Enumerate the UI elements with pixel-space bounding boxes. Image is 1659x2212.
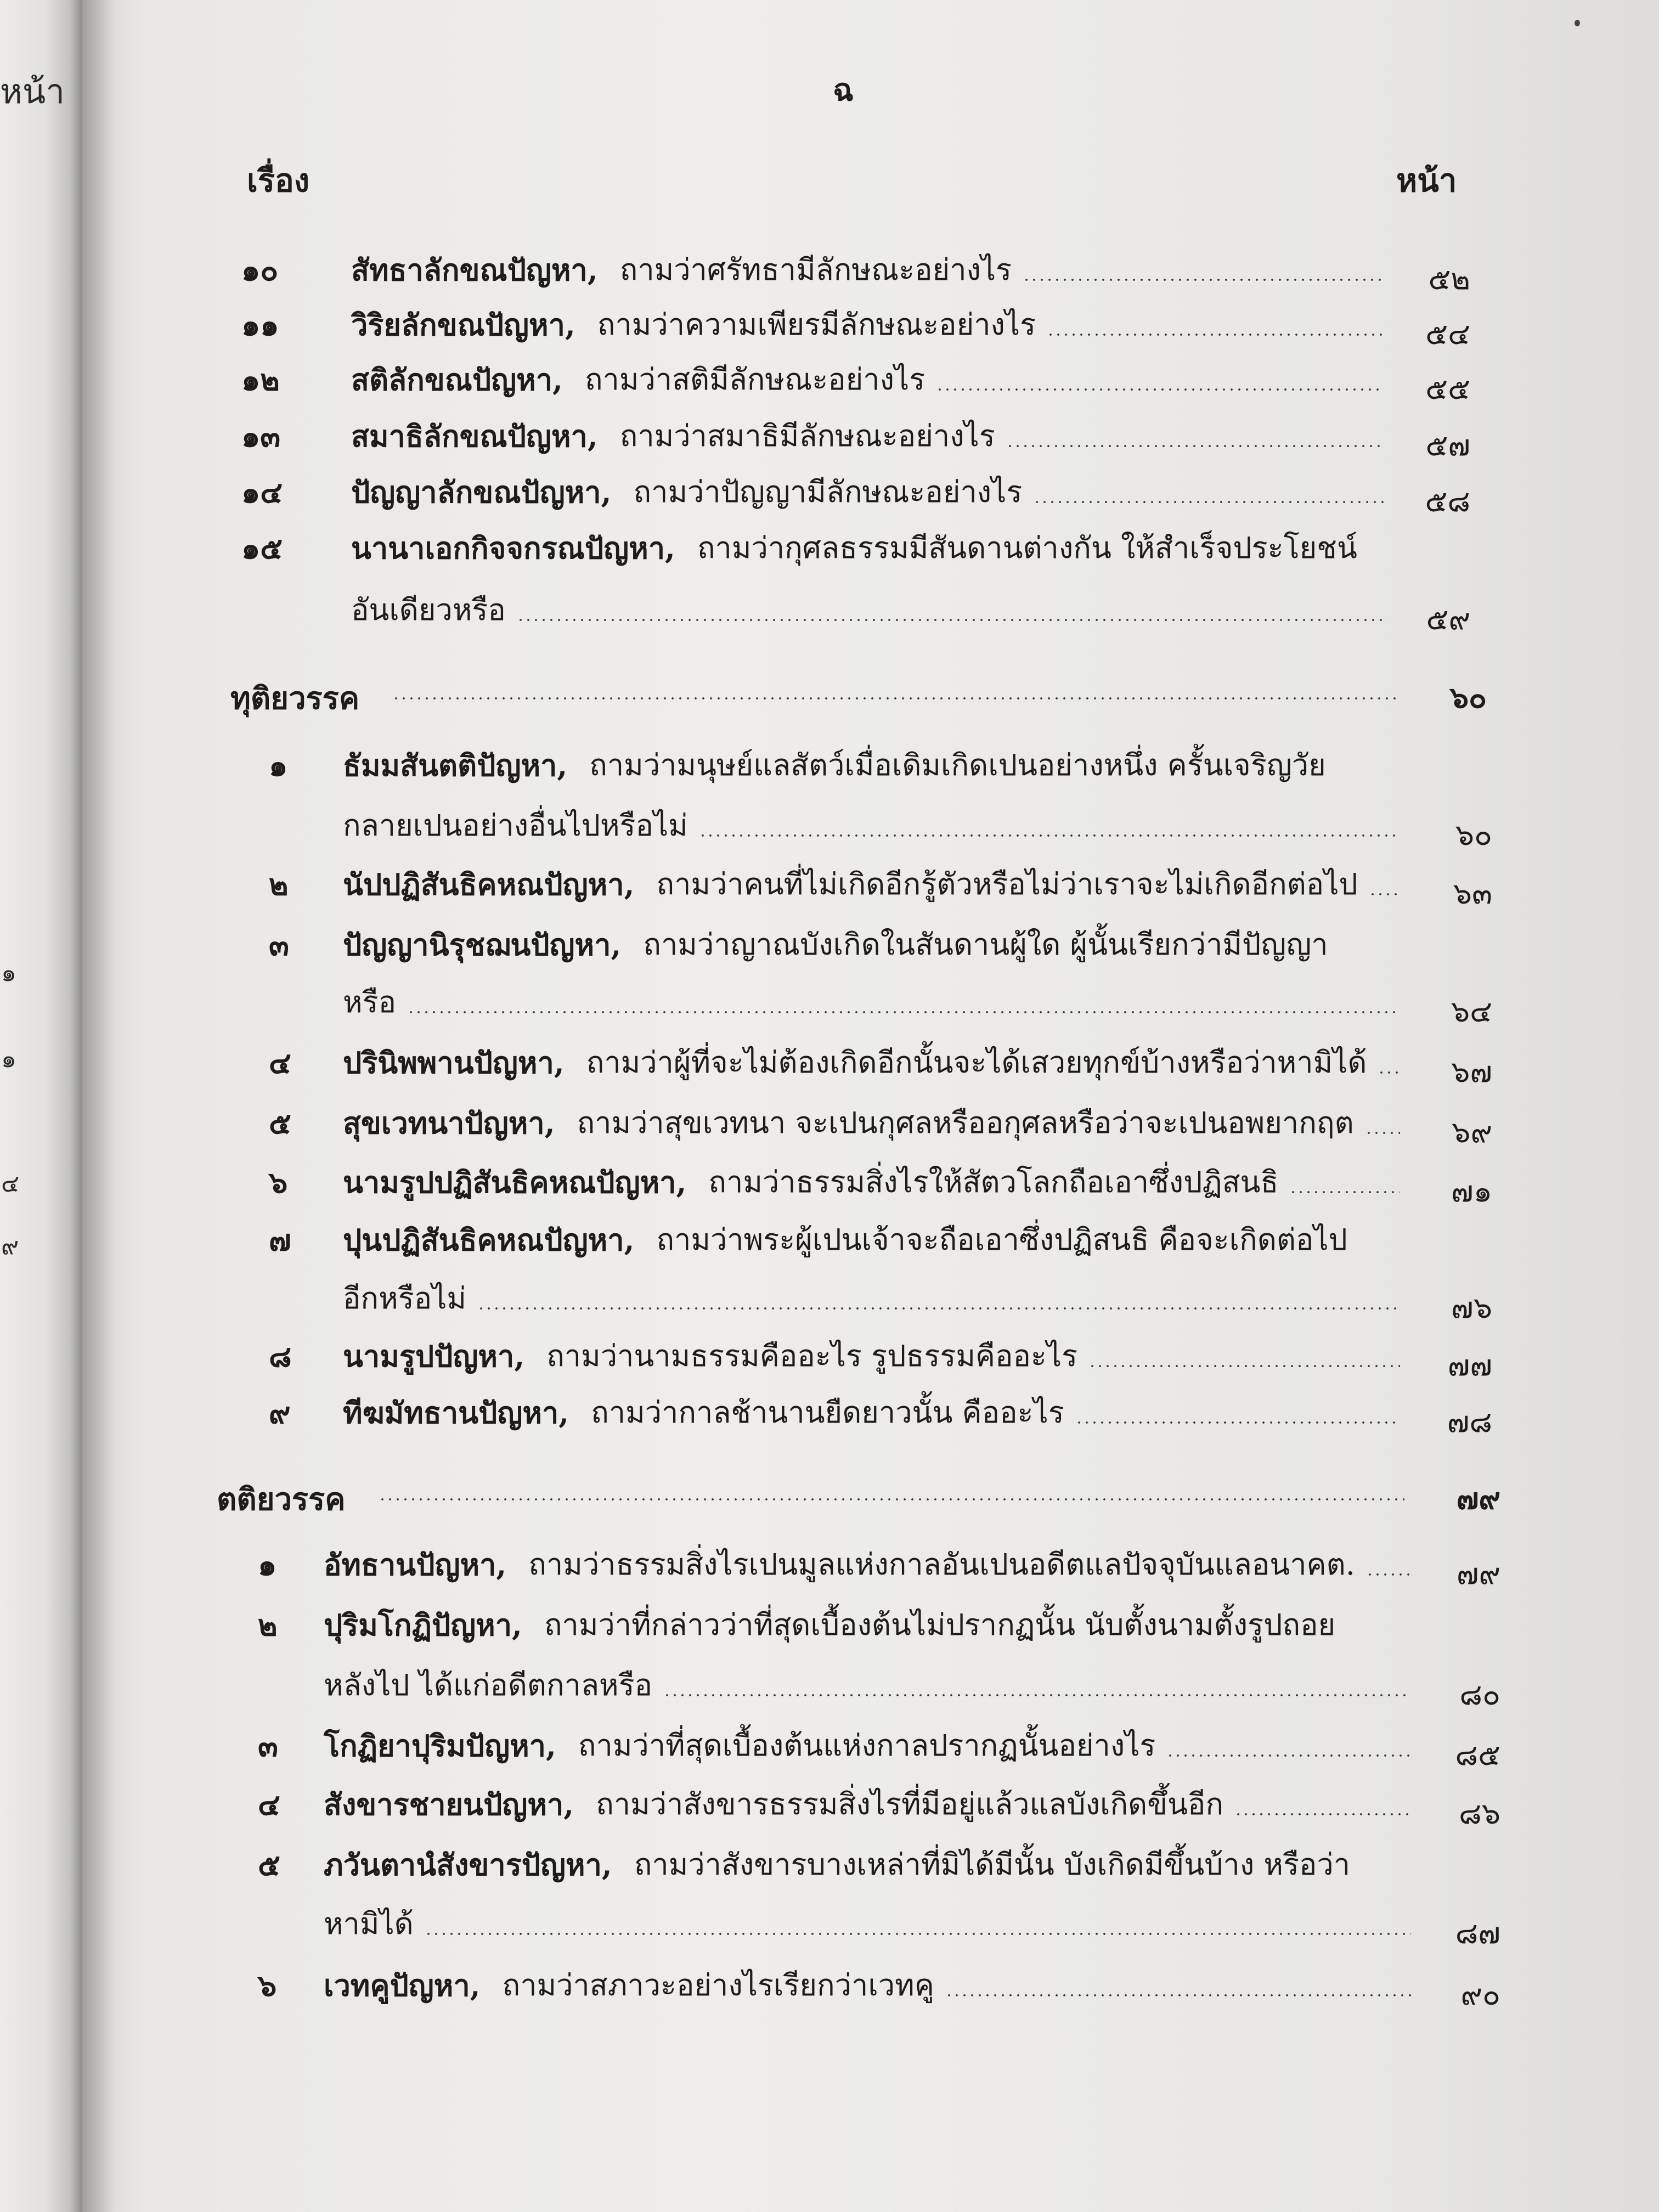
dot-leader	[663, 1694, 1411, 1697]
entry-title: ปัญญาลักขณปัญหา,	[351, 475, 612, 510]
entry-description-continuation: หรือ	[343, 985, 397, 1019]
entry-description: ถามว่าธรรมสิ่งไรเปนมูลแห่งกาลอันเปนอดีตแลปัจจุบันแลอนาคต.	[528, 1547, 1355, 1582]
entry-page-number: ๖๐	[1455, 817, 1492, 852]
entry-description: ถามว่าสภาวะอย่างไรเรียกว่าเวทคู	[502, 1968, 934, 2002]
entry-number: ๒	[269, 867, 289, 902]
dot-leader	[1234, 1813, 1411, 1816]
entry-description: ถามว่าสังขารธรรมสิ่งไรที่มีอยู่แล้วแลบังเกิดขึ้นอีก	[596, 1787, 1224, 1821]
entry-number: ๑๕	[241, 531, 283, 566]
section-heading: ตติยวรรค	[217, 1481, 346, 1517]
dot-leader	[1366, 1573, 1411, 1576]
entry-title: ปุริมโกฏิปัญหา,	[324, 1607, 522, 1643]
facing-page-fragment: ๙	[1, 1232, 19, 1260]
entry-number: ๑	[258, 1547, 277, 1582]
dot-leader	[1369, 893, 1400, 896]
entry-title: สติลักขณปัญหา,	[351, 362, 563, 397]
dot-leader	[1378, 1071, 1400, 1074]
entry-number: ๓	[269, 927, 289, 962]
entry-title: สัทธาลักขณปัญหา,	[351, 252, 598, 287]
entry-number: ๙	[269, 1395, 291, 1430]
entry-description: ถามว่าพระผู้เปนเจ้าจะถือเอาซึ่งปฏิสนธิ คือจะเกิดต่อไป	[656, 1222, 1347, 1257]
entry-description: ถามว่าผู้ที่จะไม่ต้องเกิดอีกนั้นจะได้เสวยทุกข์บ้างหรือว่าหามิได้	[586, 1045, 1367, 1080]
dot-leader	[1006, 444, 1384, 448]
entry-title: สุขเวทนาปัญหา,	[343, 1105, 555, 1141]
entry-description: ถามว่าสุขเวทนา จะเปนกุศลหรืออกุศลหรือว่าจะเปนอพยากฤต	[577, 1105, 1354, 1140]
entry-page-number: ๕๕	[1425, 371, 1470, 406]
entry-number: ๕	[269, 1105, 291, 1141]
entry-page-number: ๕๘	[1425, 484, 1470, 518]
entry-description-continuation: หามิได้	[324, 1906, 414, 1941]
entry-page-number: ๘๗	[1455, 1916, 1500, 1950]
entry-title: ภวันตานํสังขารปัญหา,	[324, 1847, 612, 1882]
entry-description: ถามว่าที่สุดเบื้องต้นแห่งกาลปรากฏนั้นอย่างไร	[578, 1728, 1156, 1763]
entry-page-number: ๘๖	[1459, 1796, 1500, 1831]
entry-description: ถามว่าที่กล่าวว่าที่สุดเบื้องต้นไม่ปรากฏนั้น นับตั้งนามตั้งรูปถอย	[544, 1607, 1336, 1642]
entry-description: ถามว่ากุศลธรรมมีสันดานต่างกัน ให้สำเร็จประโยชน์	[697, 531, 1357, 565]
entry-description: ถามว่านามธรรมคืออะไร รูปธรรมคืออะไร	[546, 1339, 1078, 1373]
ink-speck	[1575, 20, 1580, 26]
entry-description: ถามว่าสังขารบางเหล่าที่มิได้มีนั้น บังเกิดมีขึ้นบ้าง หรือว่า	[634, 1847, 1351, 1882]
dot-leader	[1023, 278, 1384, 281]
entry-title: นามรูปปัญหา,	[343, 1339, 525, 1374]
entry-title: ปรินิพพานปัญหา,	[343, 1045, 565, 1080]
entry-description-continuation: อีกหรือไม่	[343, 1281, 466, 1316]
facing-page-edge	[0, 0, 82, 2212]
entry-page-number: ๖๙	[1452, 1115, 1492, 1149]
entry-description: ถามว่าศรัทธามีลักษณะอย่างไร	[619, 252, 1012, 287]
entry-title: วิริยลักขณปัญหา,	[351, 307, 575, 342]
entry-description: ถามว่าญาณบังเกิดในสันดานผู้ใด ผู้นั้นเรียกว่ามีปัญญา	[643, 927, 1328, 962]
entry-description: ถามว่าสติมีลักษณะอย่างไร	[584, 362, 926, 397]
entry-number: ๑	[269, 748, 288, 783]
entry-page-number: ๖๗	[1451, 1054, 1492, 1089]
page-marker: ฉ	[833, 72, 854, 108]
dot-leader	[1088, 1364, 1400, 1368]
entry-description: ถามว่ากาลช้านานยืดยาวนั้น คืออะไร	[591, 1395, 1064, 1430]
entry-description: ถามว่ามนุษย์แลสัตว์เมื่อเดิมเกิดเปนอย่างหนึ่ง ครั้นเจริญวัย	[589, 748, 1326, 782]
dot-leader	[1289, 1190, 1400, 1194]
dot-leader	[945, 1994, 1411, 1997]
entry-number: ๑๑	[241, 307, 279, 342]
entry-title: ปัญญานิรุชฌนปัญหา,	[343, 927, 622, 962]
entry-title: โกฏิยาปุริมปัญหา,	[324, 1728, 556, 1763]
entry-description: ถามว่าสมาธิมีลักษณะอย่างไร	[619, 419, 995, 453]
entry-page-number: ๖๓	[1453, 876, 1492, 911]
entry-page-number: ๘๕	[1455, 1737, 1500, 1772]
entry-page-number: ๖๔	[1451, 994, 1492, 1029]
entry-number: ๗	[269, 1222, 291, 1257]
entry-number: ๘	[269, 1339, 292, 1374]
entry-title: นามรูปปฏิสันธิคหณปัญหา,	[343, 1165, 687, 1200]
entry-page-number: ๕๔	[1425, 317, 1470, 351]
entry-title: ธัมมสันตติปัญหา,	[343, 748, 568, 783]
facing-page-fragment: ๑	[1, 959, 16, 987]
entry-number: ๖	[258, 1968, 277, 2003]
entry-page-number: ๘๐	[1459, 1677, 1500, 1712]
entry-number: ๔	[258, 1787, 280, 1822]
entry-number: ๑๐	[241, 252, 279, 287]
entry-description: ถามว่าปัญญามีลักษณะอย่างไร	[633, 475, 1023, 509]
entry-number: ๑๔	[241, 475, 283, 510]
entry-number: ๓	[258, 1728, 278, 1763]
entry-title: อัทธานปัญหา,	[324, 1547, 507, 1582]
dot-leader	[1033, 500, 1384, 504]
entry-number: ๑๒	[241, 362, 280, 397]
dot-leader	[425, 1932, 1411, 1936]
dot-leader	[517, 618, 1384, 622]
entry-description-continuation: หลังไป ได้แก่อดีตกาลหรือ	[324, 1668, 653, 1702]
dot-leader	[1365, 1131, 1400, 1135]
entry-page-number: ๗๗	[1447, 1348, 1492, 1383]
dot-leader	[699, 834, 1400, 837]
entry-description-continuation: กลายเปนอย่างอื่นไปหรือไม่	[343, 808, 688, 843]
entry-description: ถามว่าความเพียรมีลักษณะอย่างไร	[597, 307, 1036, 342]
page-column-label: หน้า	[1396, 162, 1457, 199]
section-heading: ทุติยวรรค	[230, 680, 360, 716]
entry-title: เวทคูปัญหา,	[324, 1968, 481, 2003]
entry-page-number: ๕๙	[1426, 602, 1470, 636]
entry-title: นัปปฏิสันธิคหณปัญหา,	[343, 867, 635, 902]
entry-number: ๑๓	[241, 419, 281, 454]
section-leader	[379, 1498, 1404, 1501]
facing-page-fragment: ๔	[1, 1170, 20, 1198]
subject-column-label: เรื่อง	[247, 162, 310, 199]
entry-page-number: ๗๑	[1451, 1174, 1492, 1209]
dot-leader	[936, 388, 1384, 391]
entry-number: ๔	[269, 1045, 291, 1080]
dot-leader	[1166, 1754, 1411, 1757]
gutter-shadow	[82, 0, 115, 2212]
entry-title: ทีฆมัทธานปัญหา,	[343, 1395, 569, 1430]
facing-page-fragment: ๑	[1, 1045, 16, 1073]
entry-description: ถามว่าธรรมสิ่งไรให้สัตวโลกถือเอาซึ่งปฏิสนธิ	[708, 1165, 1279, 1199]
facing-page-fragment: หน้า	[0, 71, 65, 111]
entry-number: ๒	[258, 1607, 278, 1643]
entry-page-number: ๕๗	[1425, 428, 1470, 462]
entry-title: สังขารชายนปัญหา,	[324, 1787, 574, 1822]
entry-description: ถามว่าคนที่ไม่เกิดอีกรู้ตัวหรือไม่ว่าเราจะไม่เกิดอีกต่อไป	[656, 867, 1358, 901]
dot-leader	[477, 1307, 1400, 1310]
section-leader	[392, 697, 1398, 700]
entry-title: สมาธิลักขณปัญหา,	[351, 419, 598, 454]
section-page-number: ๖๐	[1449, 680, 1487, 715]
section-page-number: ๗๙	[1456, 1481, 1500, 1516]
entry-page-number: ๕๒	[1428, 262, 1470, 296]
entry-number: ๖	[269, 1165, 288, 1200]
entry-number: ๕	[258, 1847, 280, 1882]
entry-page-number: ๗๙	[1456, 1556, 1500, 1591]
entry-description-continuation: อันเดียวหรือ	[351, 592, 506, 627]
entry-page-number: ๗๖	[1451, 1290, 1492, 1325]
dot-leader	[407, 1011, 1400, 1014]
dot-leader	[1047, 333, 1384, 336]
dot-leader	[1075, 1421, 1400, 1424]
entry-title: นานาเอกกิจจกรณปัญหา,	[351, 531, 675, 566]
entry-page-number: ๙๐	[1460, 1977, 1500, 2012]
entry-title: ปุนปฏิสันธิคหณปัญหา,	[343, 1222, 635, 1257]
entry-page-number: ๗๘	[1447, 1404, 1492, 1439]
